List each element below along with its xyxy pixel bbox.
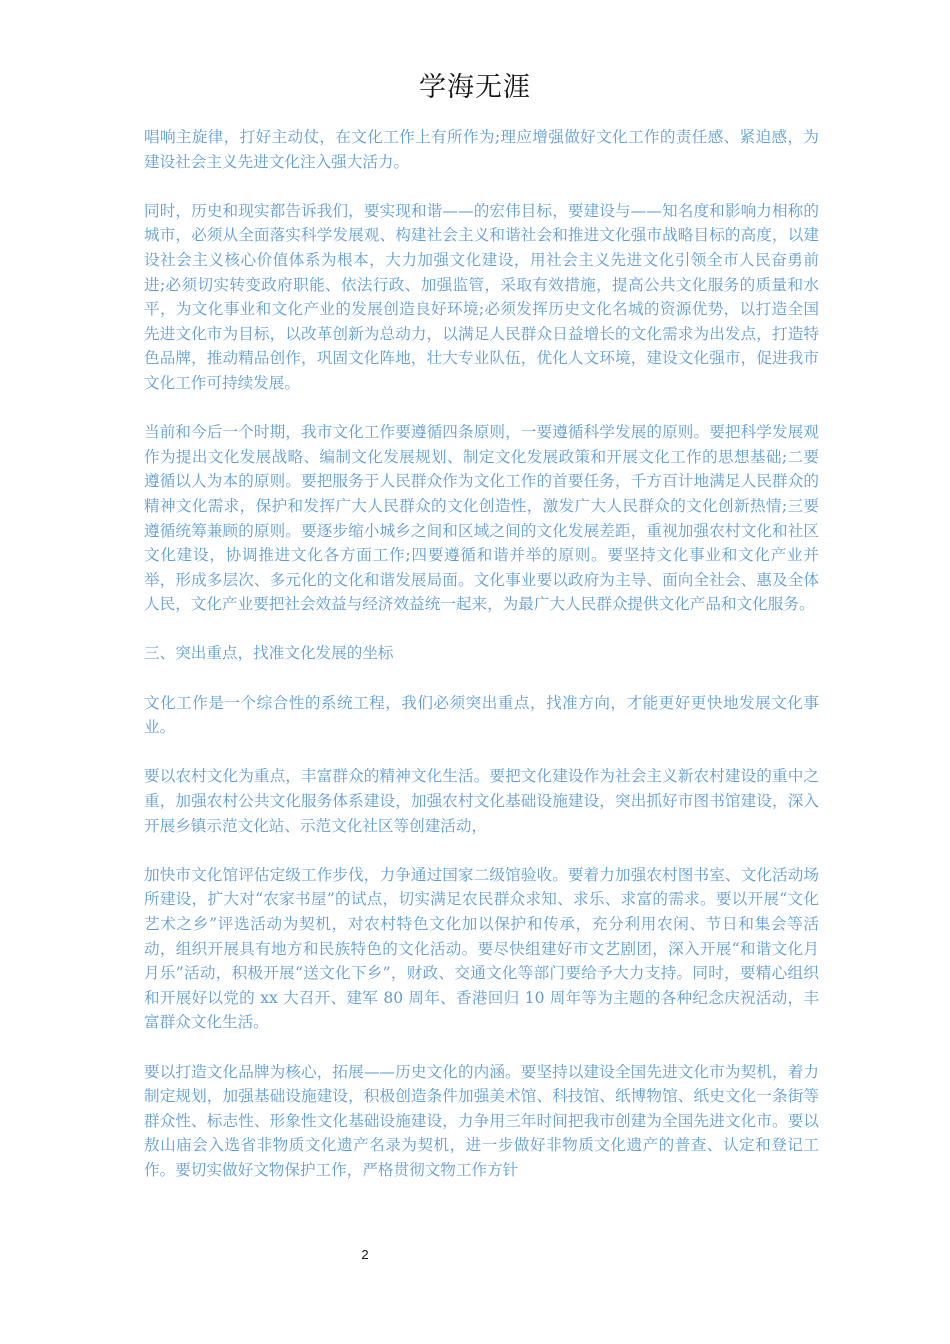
document-body — [144, 125, 819, 1183]
page-number: 2 — [361, 1247, 369, 1262]
paragraph: 当前和今后一个时期，我市文化工作要遵循四条原则，一要遵循科学发展的原则。要把科学发展观作为提出文化发展战略、编制文化发展规划、制定文化发展政策和开展文化工作的思想基础;二要遵循以人为本的原则。要把服务于人民群众作为文化工作的首要任务，千方百计地满足人民群众的精神文化需求，保护和发挥广大人民群众的文化创造性，激发广大人民群众的文化创新热情;三要遵循统筹兼顾的原则。要逐步缩小城乡之间和区域之间的文化发展差距，重视加强农村文化和社区文化建设，协调推进文化各方面工作;四要遵循和谐并举的原则。要坚持文化事业和文化产业并举，形成多层次、多元化的文化和谐发展局面。文化事业要以政府为主导、面向全社会、惠及全体人民，文化产业要把社会效益与经济效益统一起来，为最广大人民群众提供文化产品和文化服务。 — [144, 423, 819, 614]
paragraph: 同时，历史和现实都告诉我们，要实现和谐——的宏伟目标，要建设与——知名度和影响力相称的城市，必须从全面落实科学发展观、构建社会主义和谐社会和推进文化强市战略目标的高度，以建设社会主义核心价值体系为根本，大力加强文化建设，用社会主义先进文化引领全市人民奋勇前进;必须切实转变政府职能、依法行政、加强监管，采取有效措施，提高公共文化服务的质量和水平，为文化事业和文化产业的发展创造良好环境;必须发挥历史文化名城的资源优势，以打造全国先进文化市为目标，以改革创新为总动力，以满足人民群众日益增长的文化需求为出发点，打造特色品牌，推动精品创作，巩固文化阵地，壮大专业队伍，优化人文环境，建设文化强市，促进我市文化工作可持续发展。 — [144, 201, 819, 392]
paragraph: 要以农村文化为重点，丰富群众的精神文化生活。要把文化建设作为社会主义新农村建设的重中之重，加强农村公共文化服务体系建设，加强农村文化基础设施建设，突出抓好市图书馆建设，深入开展乡镇示范文化站、示范文化社区等创建活动， — [144, 767, 819, 835]
paragraph: 加快市文化馆评估定级工作步伐，力争通过国家二级馆验收。要着力加强农村图书室、文化活动场所建设，扩大对“农家书屋”的试点，切实满足农民群众求知、求乐、求富的需求。要以开展“文化艺术之乡”评选活动为契机，对农村特色文化加以保护和传承，充分利用农闲、节日和集会等活动，组织开展具有地方和民族特色的文化活动。要尽快组建好市文艺剧团，深入开展“和谐文化月月乐”活动，积极开展“送文化下乡”，财政、交通文化等部门要给予大力支持。同时，要精心组织和开展好以党的 xx 大召开、建军 80 周年、香港回归 10 周年等为主题的各种纪念庆祝活动，丰富群众文化生活。 — [144, 865, 819, 1032]
page-header-title: 学海无涯 — [419, 72, 531, 103]
paragraph: 文化工作是一个综合性的系统工程，我们必须突出重点，找准方向，才能更好更快地发展文化事业。 — [144, 693, 819, 737]
paragraph: 要以打造文化品牌为核心，拓展——历史文化的内涵。要坚持以建设全国先进文化市为契机，着力制定规划，加强基础设施建设，积极创造条件加强美术馆、科技馆、纸博物馆、纸史文化一条街等群众性、标志性、形象性文化基础设施建设，力争用三年时间把我市创建为全国先进文化市。要以敖山庙会入选省非物质文化遗产名录为契机，进一步做好非物质文化遗产的普查、认定和登记工作。要切实做好文物保护工作，严格贯彻文物工作方针 — [144, 1062, 819, 1179]
section-heading: 三、突出重点，找准文化发展的坐标 — [144, 644, 394, 663]
paragraph: 唱响主旋律，打好主动仗，在文化工作上有所作为;理应增强做好文化工作的责任感、紧迫感，为建设社会主义先进文化注入强大活力。 — [144, 128, 819, 171]
